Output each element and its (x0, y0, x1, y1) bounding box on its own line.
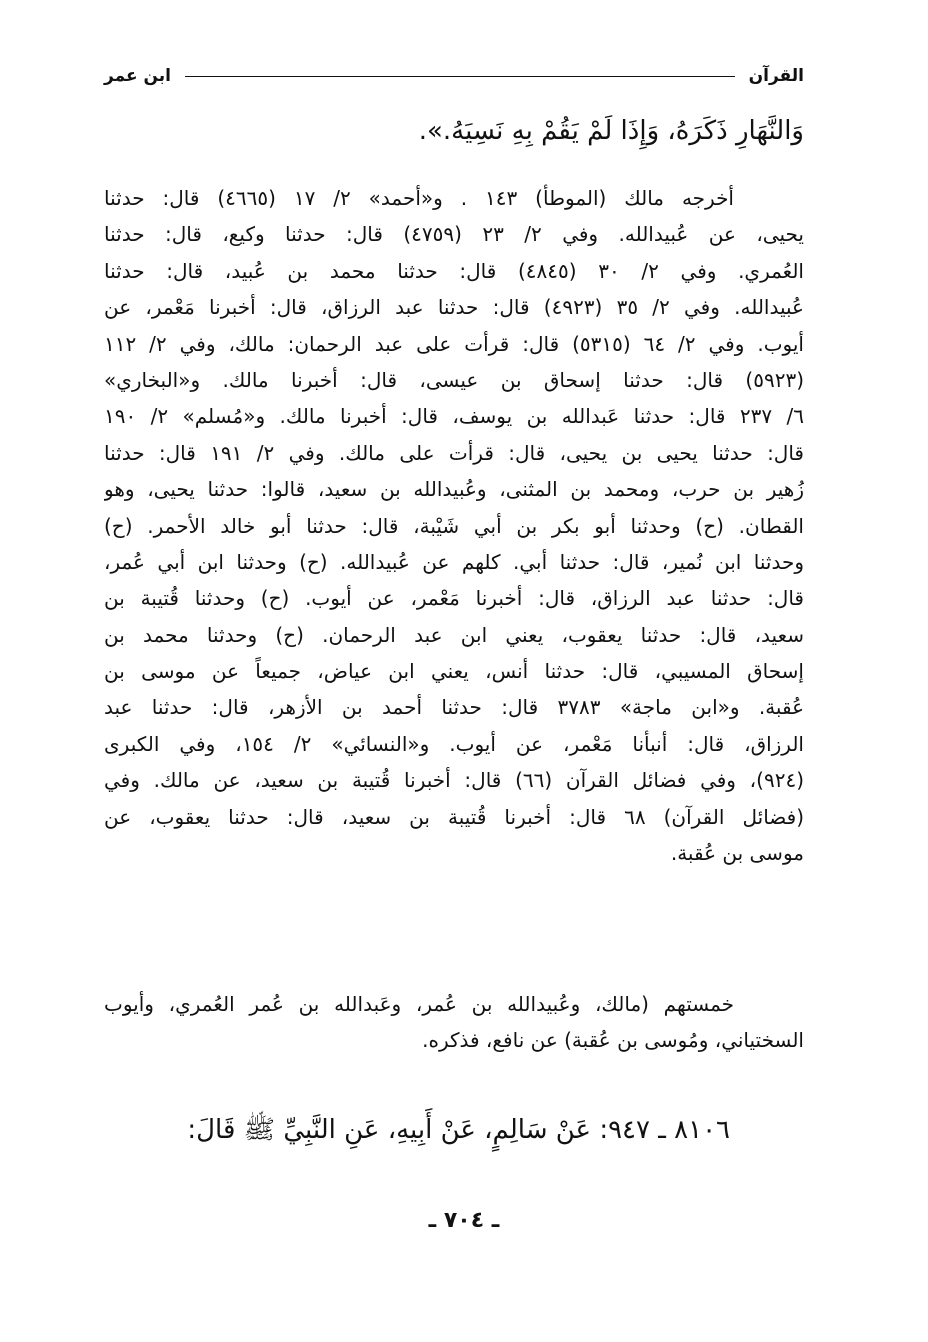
hadith-text-ending: وَالنَّهَارِ ذَكَرَهُ، وَإِذَا لَمْ يَقُمْ بِهِ نَسِيَهُ.». (418, 116, 804, 146)
summary-paragraph (104, 986, 804, 1059)
text-line: (٩٢٤)، وفي فضائل القرآن (٦٦) قال: أخبرنا قُتيبة بن سعيد، عن مالك. وفي (104, 768, 804, 793)
text-line: أخرجه مالك (الموطأ) ١٤٣ . و«أحمد» ٢/ ١٧ (٤٦٦٥) قال: حدثنا (104, 186, 734, 210)
text-line: السختياني، ومُوسى بن عُقبة) عن نافع، فذكره. (422, 1028, 804, 1053)
running-header (104, 62, 804, 90)
text-line: سعيد، قال: حدثنا يعقوب، يعني ابن عبد الرحمان. (ح) وحدثنا محمد بن (104, 622, 804, 647)
text-line: قال: حدثنا يحيى بن يحيى، قال: قرأت على مالك. وفي ٢/ ١٩١ قال: حدثنا (104, 440, 804, 465)
page-number: ـ ٧٠٤ ـ (428, 1208, 500, 1233)
text-line: العُمري. وفي ٢/ ٣٠ (٤٨٤٥) قال: حدثنا محمد بن عُبيد، قال: حدثنا (104, 258, 804, 283)
text-line: ٦/ ٢٣٧ قال: حدثنا عَبدالله بن يوسف، قال: أخبرنا مالك. و«مُسلم» ٢/ ١٩٠ (104, 404, 804, 429)
text-line: القطان. (ح) وحدثنا أبو بكر بن أبي شَيْبة، قال: حدثنا أبو خالد الأحمر. (ح) (104, 513, 804, 538)
header-rule (185, 76, 735, 77)
text-line: قال: حدثنا عبد الرزاق، قال: أخبرنا مَعْمر، عن أيوب. (ح) وحدثنا قُتيبة بن (104, 586, 804, 611)
text-line: عُقبة. و«ابن ماجة» ٣٧٨٣ قال: حدثنا أحمد بن الأزهر، قال: حدثنا عبد (104, 695, 804, 720)
text-line: عُبيدالله. وفي ٢/ ٣٥ (٤٩٢٣) قال: حدثنا عبد الرزاق، قال: أخبرنا مَعْمر، عن (104, 295, 804, 320)
takhrij-paragraph (104, 180, 804, 871)
text-line: خمستهم (مالك، وعُبيدالله بن عُمر، وعَبدالله بن عُمر العُمري، وأيوب (104, 992, 734, 1016)
next-hadith-heading: ٨١٠٦ ـ ٩٤٧: عَنْ سَالِمٍ، عَنْ أَبِيهِ، عَنِ النَّبِيِّ ﷺ قَالَ: (187, 1115, 730, 1145)
header-section-title: القرآن (748, 66, 804, 86)
text-line: إسحاق المسيبي، قال: حدثنا أنس، يعني ابن عياض، جميعاً عن موسى بن (104, 659, 804, 684)
text-line: موسى بن عُقبة. (670, 841, 804, 866)
text-line: وحدثنا ابن نُمير، قال: حدثنا أبي. كلهم عن عُبيدالله. (ح) وحدثنا ابن أبي عُمر، (104, 549, 804, 574)
header-narrator-title: ابن عمر (104, 66, 172, 86)
text-line: (فضائل القرآن) ٦٨ قال: أخبرنا قُتيبة بن سعيد، قال: حدثنا يعقوب، عن (104, 804, 804, 829)
text-line: (٥٩٢٣) قال: حدثنا إسحاق بن عيسى، قال: أخبرنا مالك. و«البخاري» (104, 367, 804, 392)
text-line: زُهير بن حرب، ومحمد بن المثنى، وعُبيدالله بن سعيد، قالوا: حدثنا يحيى، وهو (104, 477, 804, 502)
text-line: يحيى، عن عُبيدالله. وفي ٢/ ٢٣ (٤٧٥٩) قال: حدثنا وكيع، قال: حدثنا (104, 222, 804, 247)
text-line: الرزاق، قال: أنبأنا مَعْمر، عن أيوب. و«النسائي» ٢/ ١٥٤، وفي الكبرى (104, 731, 804, 756)
text-line: أيوب. وفي ٢/ ٦٤ (٥٣١٥) قال: قرأت على عبد الرحمان: مالك، وفي ٢/ ١١٢ (104, 331, 804, 356)
